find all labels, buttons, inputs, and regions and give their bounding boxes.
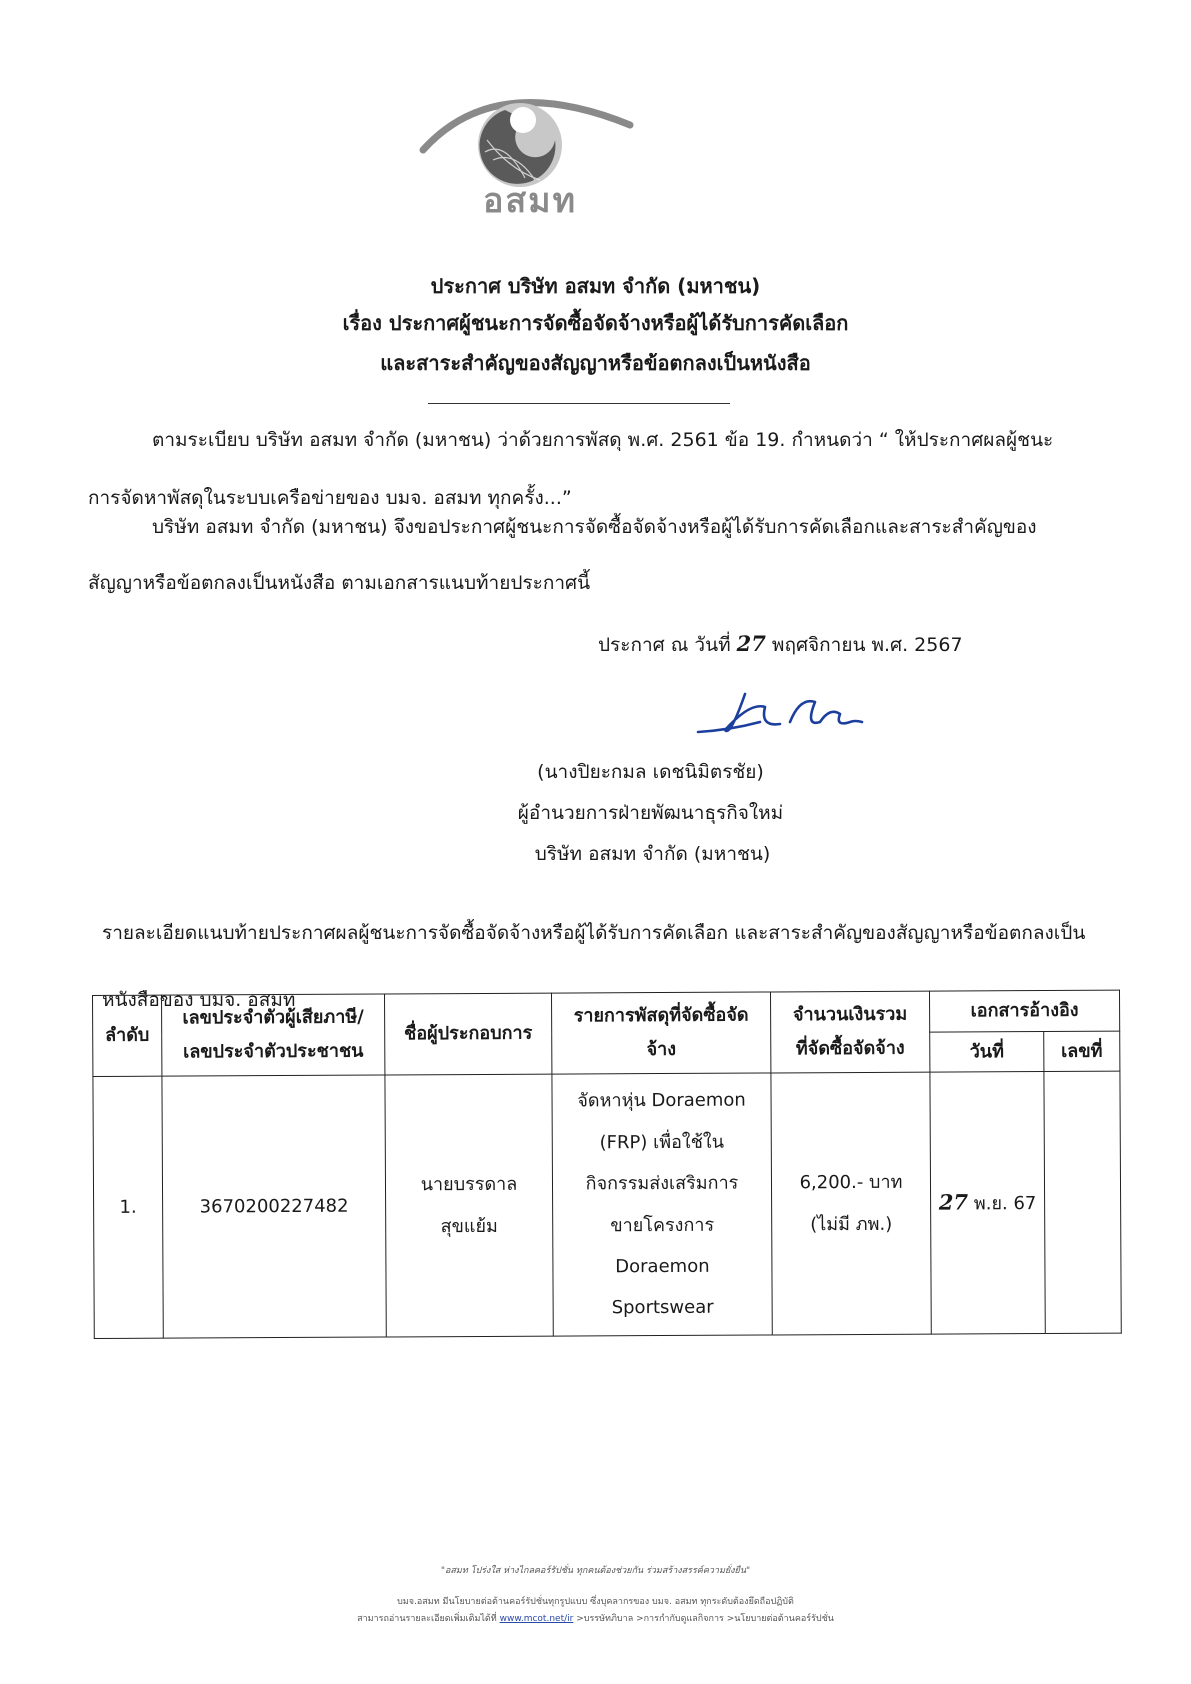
mcot-logo: [415, 80, 645, 230]
header-ref-no: เลขที่: [1044, 1031, 1120, 1072]
signatory-name: (นางปิยะกมล เดชนิมิตรชัย): [537, 761, 764, 783]
header-vendor: ชื่อผู้ประกอบการ: [384, 993, 551, 1075]
cell-items: [552, 1073, 772, 1335]
header-items: [551, 992, 770, 1075]
logo-text: อสมท: [483, 181, 577, 221]
paragraph-2-line-2: สัญญาหรือข้อตกลงเป็นหนังสือ ตามเอกสารแนบท้ายประกาศนี้: [88, 572, 591, 594]
signature: [690, 682, 870, 742]
header-ref-date: วันที่: [930, 1031, 1044, 1072]
header-items-1: รายการพัสดุที่จัดซื้อจัด: [573, 1004, 749, 1027]
title-divider: [428, 403, 730, 404]
cell-item-1: จัดหาหุ่น Doraemon: [577, 1089, 746, 1112]
paragraph-1-line-2: การจัดหาพัสดุในระบบเครือข่ายของ บมจ. อสมท ทุกครั้ง...”: [88, 487, 572, 509]
cell-item-3: กิจกรรมส่งเสริมการ: [585, 1172, 739, 1195]
announce-date: [598, 630, 963, 660]
signatory-company: บริษัท อสมท จำกัด (มหาชน): [534, 843, 771, 865]
announce-date-suffix: พฤศจิกายน พ.ศ. 2567: [771, 634, 963, 656]
paragraph-1-line-1: ตามระเบียบ บริษัท อสมท จำกัด (มหาชน) ว่าด้วยการพัสดุ พ.ศ. 2561 ข้อ 19. กำหนดว่า “ ให้ประกาศผลผู้ชนะ: [152, 429, 1054, 451]
header-items-2: จ้าง: [646, 1039, 677, 1061]
cell-ref-no: [1044, 1071, 1121, 1333]
cell-vendor-2: สุขแย้ม: [440, 1215, 498, 1237]
signatory-position: ผู้อำนวยการฝ่ายพัฒนาธุรกิจใหม่: [517, 802, 784, 824]
header-tax-id-1: เลขประจำตัวผู้เสียภาษี/: [182, 1006, 364, 1029]
table-header-row: [93, 990, 1120, 1036]
header-amount-2: ที่จัดซื้อจัดจ้าง: [795, 1037, 905, 1060]
cell-item-5: Doraemon: [615, 1255, 710, 1278]
paragraph-2-line-1: บริษัท อสมท จำกัด (มหาชน) จึงขอประกาศผู้ชนะการจัดซื้อจัดจ้างหรือผู้ได้รับการคัดเลือกและสาระสำคัญของ: [152, 516, 1037, 538]
announcement-subject: เรื่อง ประกาศผู้ชนะการจัดซื้อจัดจ้างหรือผู้ได้รับการคัดเลือก: [342, 311, 849, 335]
announcement-subject-2: และสาระสำคัญของสัญญาหรือข้อตกลงเป็นหนังสือ: [380, 351, 811, 375]
header-tax-id: [162, 994, 385, 1077]
award-table: [92, 990, 1122, 1339]
cell-ref-date-day: 27: [938, 1189, 969, 1215]
cell-vendor: [385, 1074, 553, 1336]
cell-no: 1.: [93, 1077, 163, 1339]
cell-amount-2: (ไม่มี ภพ.): [810, 1213, 893, 1235]
cell-item-2: (FRP) เพื่อใช้ใน: [599, 1131, 725, 1154]
cell-ref-date-rest: พ.ย. 67: [973, 1193, 1037, 1215]
table-row: [93, 1071, 1121, 1338]
header-reference: เอกสารอ้างอิง: [929, 990, 1119, 1032]
header-amount-1: จำนวนเงินรวม: [792, 1003, 908, 1026]
cell-amount: [771, 1072, 931, 1334]
cell-tax-id: 3670200227482: [162, 1075, 386, 1338]
announce-date-prefix: ประกาศ ณ วันที่: [598, 634, 731, 656]
details-line-2: หนังสือของ บมจ. อสมท: [102, 989, 296, 1011]
announcement-title: ประกาศ บริษัท อสมท จำกัด (มหาชน): [430, 274, 761, 298]
footer-more-info: [0, 1611, 1191, 1625]
cell-ref-date: [930, 1072, 1045, 1334]
cell-vendor-1: นายบรรดาล: [420, 1173, 518, 1196]
footer-policy: บมจ.อสมท มีนโยบายต่อต้านคอร์รัปชั่นทุกรูปแบบ ซึ่งบุคลากรของ บมจ. อสมท ทุกระดับต้องยึดถือปฏิบัติ: [397, 1597, 794, 1607]
cell-item-4: ขายโครงการ: [610, 1214, 715, 1236]
footer-slogan: "อสมท โปร่งใส ห่างไกลคอร์รัปชั่น ทุกคนต้องช่วยกัน ร่วมสร้างสรรค์ความยั่งยืน": [440, 1566, 751, 1576]
header-tax-id-2: เลขประจำตัวประชาชน: [183, 1040, 364, 1063]
footer-more-suffix: >บรรษัทภิบาล >การกำกับดูแลกิจการ >นโยบายต่อต้านคอร์รัปชั่น: [576, 1614, 834, 1624]
footer-more-prefix: สามารถอ่านรายละเอียดเพิ่มเติมได้ที่: [357, 1614, 497, 1624]
details-line-1: รายละเอียดแนบท้ายประกาศผลผู้ชนะการจัดซื้อจัดจ้างหรือผู้ได้รับการคัดเลือก และสาระสำคัญของสัญญาหรือข้อตกลงเป็น: [102, 922, 1086, 944]
cell-item-6: Sportswear: [611, 1297, 714, 1319]
cell-amount-1: 6,200.- บาท: [799, 1171, 903, 1194]
header-no: ลำดับ: [93, 995, 162, 1077]
footer-link[interactable]: www.mcot.net/ir: [499, 1614, 574, 1624]
header-amount: [770, 991, 929, 1073]
announce-date-day: 27: [736, 631, 766, 656]
